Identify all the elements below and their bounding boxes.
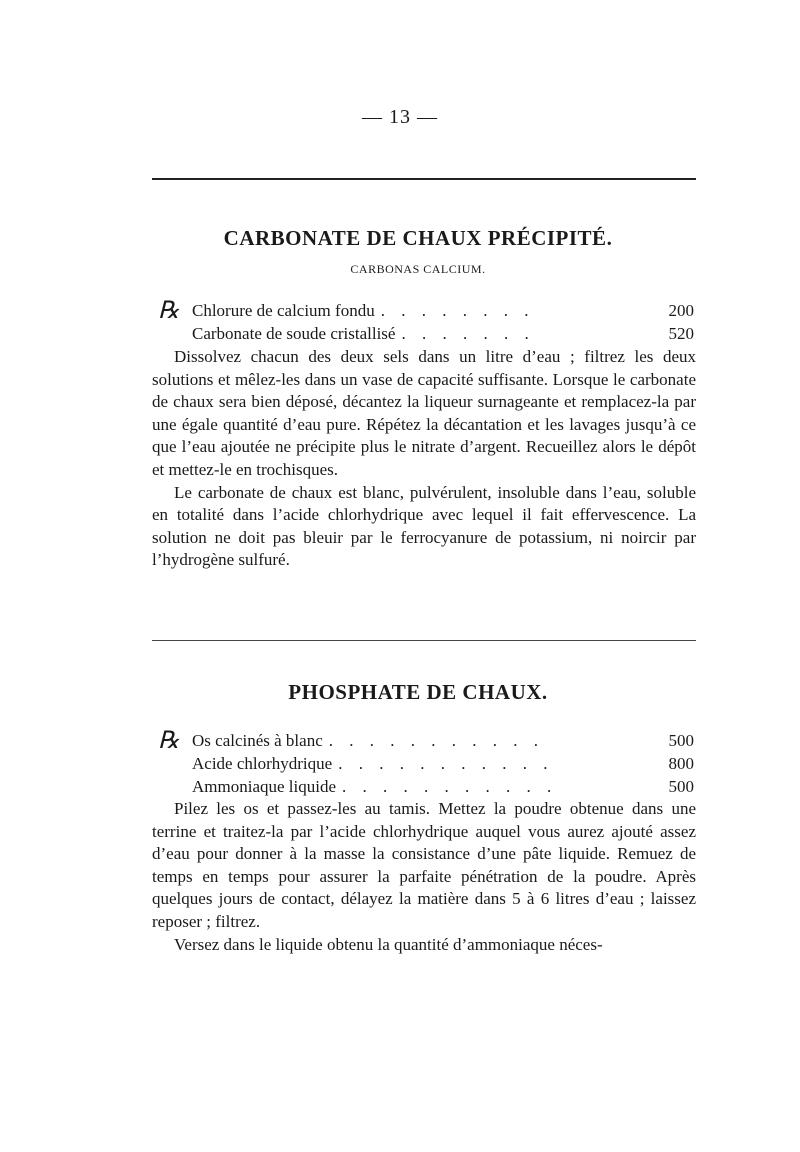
ingredient-quantity: 500 xyxy=(668,731,694,750)
section-divider xyxy=(152,640,696,641)
ingredient-line xyxy=(192,300,694,322)
section-title-phosphate: PHOSPHATE DE CHAUX. xyxy=(288,680,548,704)
paragraph: Dissolvez chacun des deux sels dans un litre d’eau ; filtrez les deux solutions et mêlez-les dans un vase de capacité suffisante. Lorsque le carbonate de chaux sera bien déposé, décantez la liqueur surnageante et remplacez-la par une égale quantité d’eau pure. Répétez la décantation et les lavages jusqu’à ce que l’eau ajoutée ne précipite plus le nitrate d’argent. Recueillez alors le dépôt et mettez-le en trochisques. xyxy=(152,347,696,479)
ingredient-line xyxy=(192,776,694,798)
leader-dots: . . . . . . . . . . . xyxy=(328,731,544,750)
paragraph: Versez dans le liquide obtenu la quantité d’ammoniaque néces- xyxy=(174,934,603,954)
ingredient-line xyxy=(192,323,694,345)
top-rule xyxy=(152,178,696,180)
ingredient-name: Os calcinés à blanc xyxy=(192,731,323,750)
ingredient-name: Acide chlorhydrique xyxy=(192,754,333,773)
section-subtitle-carbonas: CARBONAS CALCIUM. xyxy=(350,262,486,276)
section2-body xyxy=(152,798,696,956)
paragraph: Le carbonate de chaux est blanc, pulvérulent, insoluble dans l’eau, soluble en totalité dans l’acide chlorhydrique avec lequel il fait effervescence. La solution ne doit pas bleuir par le ferrocyanure de potassium, ni noircir par l’hydrogène sulfuré. xyxy=(152,482,696,570)
leader-dots: . . . . . . . xyxy=(401,324,535,343)
section1-body xyxy=(152,346,696,572)
leader-dots: . . . . . . . . . . . xyxy=(342,777,558,796)
ingredient-quantity: 520 xyxy=(668,324,694,343)
ingredient-line xyxy=(192,753,694,775)
ingredient-quantity: 800 xyxy=(668,754,694,773)
page-number: — 13 — xyxy=(362,106,438,128)
recipe-sign-icon: ℞ xyxy=(158,298,180,324)
leader-dots: . . . . . . . . . . . xyxy=(338,754,554,773)
ingredient-line xyxy=(192,730,694,752)
paragraph: Pilez les os et passez-les au tamis. Mettez la poudre obtenue dans une terrine et traitez-la par l’acide chlorhydrique auquel vous aurez ajouté assez d’eau pour donner à la masse la consistance d’une pâte liquide. Remuez de temps en temps pour assurer la parfaite pénétration de la poudre. Après quelques jours de contact, délayez la matière dans 5 à 6 litres d’eau ; laissez reposer ; filtrez. xyxy=(152,799,696,931)
section-title-carbonate: CARBONATE DE CHAUX PRÉCIPITÉ. xyxy=(223,226,613,250)
ingredient-quantity: 500 xyxy=(668,777,694,796)
ingredient-name: Carbonate de soude cristallisé xyxy=(192,324,396,343)
ingredient-name: Chlorure de calcium fondu xyxy=(192,301,375,320)
ingredient-name: Ammoniaque liquide xyxy=(192,777,337,796)
leader-dots: . . . . . . . . xyxy=(380,301,535,320)
ingredient-quantity: 200 xyxy=(668,301,694,320)
recipe-sign-icon: ℞ xyxy=(158,728,180,754)
